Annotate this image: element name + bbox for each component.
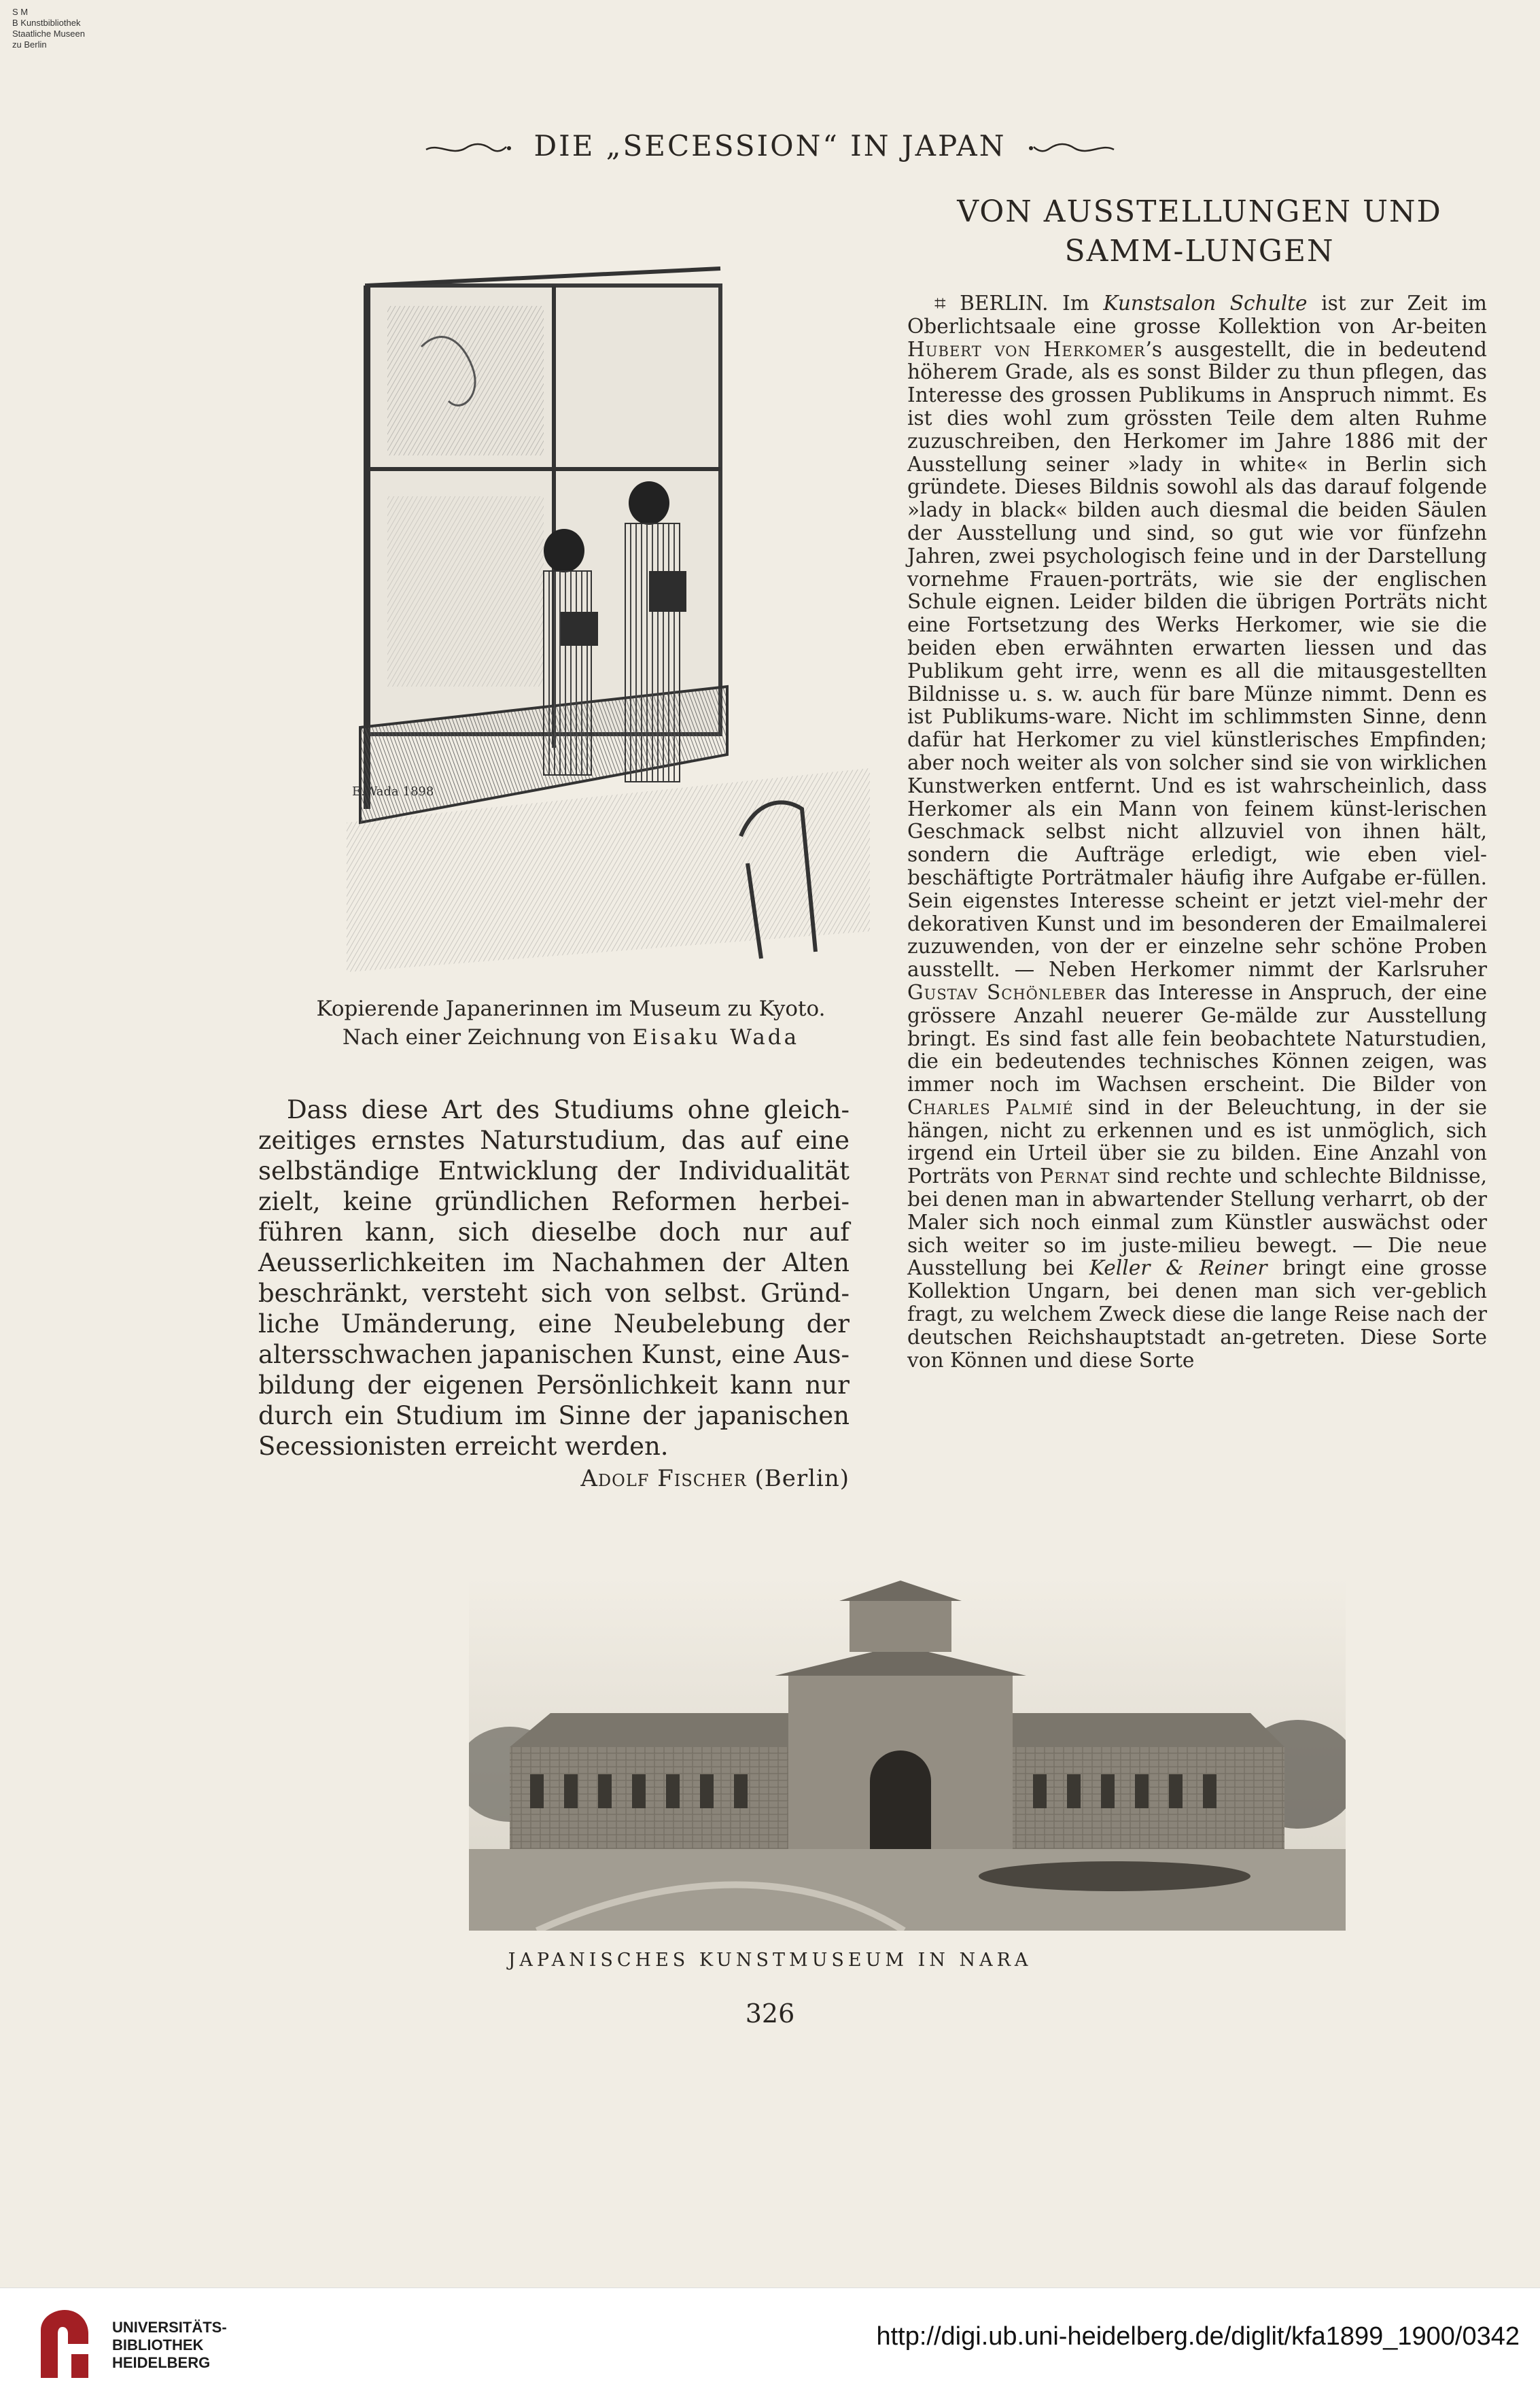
running-head-text: DIE „SECESSION“ IN JAPAN	[533, 129, 1007, 162]
figure-caption	[258, 995, 883, 1052]
text-emphasis: Keller & Reiner	[1089, 1256, 1267, 1280]
university-logo-icon	[27, 2303, 102, 2385]
figure-caption: JAPANISCHES KUNSTMUSEUM IN NARA	[508, 1950, 1032, 1971]
text-run: bringt eine grosse Kollektion Ungarn, bei denen man sich ver-geblich fragt, zu welchem Zweck diese die lange Reise nach der deutschen Reichshauptstadt an-getreten. Diese Sorte von Können und diese Sorte	[907, 1256, 1487, 1372]
text-run: das Interesse in Anspruch, der eine grössere Anzahl neuerer Ge-mälde zur Ausstellung bringt. Es sind fast alle fein beobachtete Naturstudien, die ein bedeutendes technisches Können zeigen, was immer noch im Wachsen erscheint. Die Bilder von	[907, 980, 1487, 1097]
stamp-line: B Kunstbibliothek	[12, 18, 81, 28]
stamp-line: S M	[12, 7, 29, 17]
author-signature	[258, 1465, 850, 1492]
university-name	[112, 2319, 227, 2372]
paragraph	[907, 292, 1487, 1372]
text-small-caps: Gustav Schönleber	[907, 980, 1107, 1004]
text-small-caps: Hubert von Herkomer	[907, 337, 1146, 361]
left-column-text	[258, 1094, 850, 1462]
stamp-line: Staatliche Museen	[12, 29, 85, 39]
author-name: Adolf Fischer	[580, 1465, 747, 1492]
caption-line: Kopierende Japanerinnen im Museum zu Kyoto.	[316, 997, 826, 1021]
text-run: sind rechte und schlechte Bildnisse, bei denen man in abwartender Stellung verharrt, ob der Maler sich noch einmal zum Künstler auswächst oder sich weiter so im juste-milieu bewegt. — Die neue Ausstellung bei	[907, 1164, 1487, 1280]
caption-prefix: Nach einer Zeichnung von	[342, 1025, 633, 1050]
figure-museum-building-photo	[469, 1577, 1346, 1931]
figure-women-copying-illustration	[347, 211, 870, 979]
text-small-caps: Charles Palmié	[907, 1095, 1074, 1119]
text-run: ’s ausgestellt, die in bedeutend höherem Grade, als es sonst Bilder zu thun pflegen, das Interesse des grossen Publikums in Anspruch nimmt. Es ist dies wohl zum grössten Teile dem alten Ruhme zuzuschreiben, den Herkomer im Jahre 1886 mit der Ausstellung seiner »lady in white« in Berlin sich gründete. Dieses Bildnis sowohl als das darauf folgende »lady in black« bilden auch diesmal die beiden Säulen der Ausstellung und sind, so gut wie vor fünfzehn Jahren, zwei psychologisch feine und in der Darstellung vornehme Frauen-porträts, wie sie der englischen Schule eignen. Leider bilden die übrigen Porträts nicht eine Fortsetzung des Werks Herkomer, wie sie die beiden eben erwähnten erwarten liessen und das Publikum geht irre, wenn es all die mitausgestellten Bildnisse u. s. w. auch für bare Münze nimmt. Denn es ist Publikums-ware. Nicht im schlimmsten Sinne, denn dafür hat Herkomer zu viel künstlerisches Empfinden; aber noch weiter als von solcher sind sie von wirklichen Kunstwerken entfernt. Und es ist wahrscheinlich, dass Herkomer als ein Mann von feinem künst-lerischen Geschmack selbst nicht allzuviel von ihnen hält, sondern die Aufträge erledigt, wie eben viel-beschäftigte Porträtmaler häufig ihre Aufgabe er-füllen. Sein eigenstes Interesse scheint er jetzt viel-mehr der dekorativen Kunst und im besonderen der Emailmalerei zuzuwenden, von der er einzelne sehr schöne Proben ausstellt. — Neben Herkomer nimmt der Karlsruher	[907, 337, 1487, 982]
section-title: VON AUSSTELLUNGEN UND SAMM-LUNGEN	[957, 194, 1442, 269]
text-small-caps: Pernat	[1039, 1164, 1110, 1188]
library-footer	[0, 2288, 1540, 2399]
text-run: ⌗ BERLIN. Im	[934, 292, 1104, 315]
caption-artist-name: Eisaku Wada	[632, 1025, 800, 1050]
text-emphasis: Kunstsalon Schulte	[1103, 292, 1308, 315]
uni-name-line: UNIVERSITÄTS-	[112, 2319, 227, 2336]
text-run: ist zur Zeit im Oberlichtsaale eine grosse Kollektion von Ar-beiten	[907, 292, 1487, 338]
page-number: 326	[745, 1999, 795, 2029]
running-head	[0, 129, 1540, 162]
right-column-text	[907, 292, 1487, 1372]
ornament-right-icon	[1027, 139, 1115, 158]
library-stamp	[12, 7, 85, 50]
caption-line	[258, 1023, 883, 1052]
uni-name-line: BIBLIOTHEK	[112, 2336, 204, 2353]
permalink-url[interactable]: http://digi.ub.uni-heidelberg.de/diglit/kfa1899_1900/0342	[876, 2322, 1520, 2351]
uni-name-line: HEIDELBERG	[112, 2354, 211, 2371]
figure-signature: E.Wada 1898	[352, 784, 434, 799]
author-place: (Berlin)	[754, 1465, 850, 1492]
text-run: sind in der Beleuchtung, in der sie hängen, nicht zu erkennen und es ist unmöglich, sich irgend ein Urteil über sie zu bilden. Eine Anzahl von Porträts von	[907, 1095, 1487, 1188]
stamp-line: zu Berlin	[12, 39, 47, 50]
ornament-left-icon	[425, 139, 513, 158]
paragraph: Dass diese Art des Studiums ohne gleich-zeitiges ernstes Naturstudium, das auf eine selbständige Entwicklung der Individualität zielt, keine gründlichen Reformen herbei-führen kann, sich dieselbe doch nur auf Aeusserlichkeiten im Nachahmen der Alten beschränkt, versteht sich von selbst. Gründ-liche Umänderung, eine Neubelebung der altersschwachen japanischen Kunst, eine Aus-bildung der eigenen Persönlichkeit kann nur durch ein Studium im Sinne der japanischen Secessionisten erreicht werden.	[258, 1095, 850, 1461]
